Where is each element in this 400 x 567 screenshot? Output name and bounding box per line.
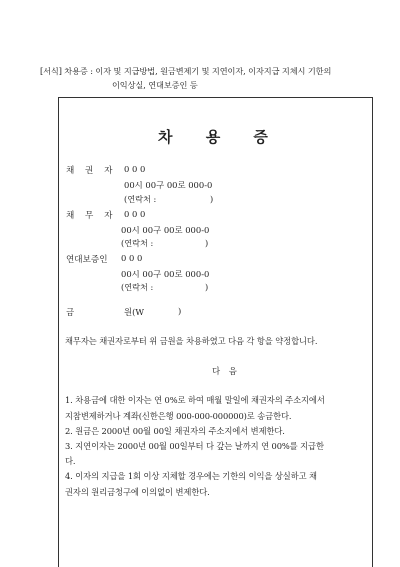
guarantor-address: 00시 00구 00로 000-0 bbox=[121, 269, 210, 279]
header-line-2: 이익상실, 연대보증인 등 bbox=[112, 80, 198, 90]
guarantor-contact-label: (연락처 : bbox=[121, 282, 154, 292]
creditor-name: 0 0 0 bbox=[124, 164, 146, 174]
guarantor-label: 연대보증인 bbox=[66, 255, 108, 265]
guarantor-name: 0 0 0 bbox=[121, 253, 143, 263]
clause-line: 2. 원금은 2000년 00월 00일 채권자의 주소지에서 변제한다. bbox=[65, 426, 285, 436]
clause-line: 1. 차용금에 대한 이자는 연 0%로 하여 매월 말일에 채권자의 주소지에서 bbox=[65, 395, 325, 405]
clause-line: 권자의 원리금청구에 이의없이 변제한다. bbox=[65, 487, 210, 497]
amount-text: 원(W bbox=[124, 307, 144, 317]
document-title: 차 용 증 bbox=[158, 128, 282, 146]
amount-close: ) bbox=[178, 306, 182, 316]
guarantor-contact-close: ) bbox=[205, 282, 209, 292]
clause-line: 지참변제하거나 계좌(신한은행 000-000-000000)로 송금한다. bbox=[65, 411, 292, 421]
next-heading: 다 음 bbox=[212, 366, 240, 376]
creditor-label: 채 권 자 bbox=[66, 166, 117, 176]
debtor-address: 00시 00구 00로 000-0 bbox=[121, 225, 210, 235]
debtor-label: 채 무 자 bbox=[66, 211, 117, 221]
creditor-address: 00시 00구 00로 000-0 bbox=[124, 180, 213, 190]
clause-line: 다. bbox=[65, 456, 76, 466]
clause-line: 3. 지연이자는 2000년 00월 00일부터 다 갚는 날까지 연 00%를 지급한 bbox=[65, 441, 324, 451]
clause-line: 4. 이자의 지급을 1회 이상 지체할 경우에는 기한의 이익을 상실하고 채 bbox=[65, 471, 317, 481]
header-line-1: [서식] 차용증 : 이자 및 지급방법, 원금변제기 및 지연이자, 이자지급 지체시 기한의 bbox=[40, 66, 332, 76]
agreement-statement: 채무자는 채권자로부터 위 금원을 차용하였고 다음 각 항을 약정합니다. bbox=[65, 336, 318, 346]
creditor-contact-label: (연락처 : bbox=[124, 194, 157, 204]
creditor-contact-close: ) bbox=[210, 194, 214, 204]
amount-label: 금 bbox=[66, 307, 75, 317]
debtor-contact-label: (연락처 : bbox=[121, 238, 154, 248]
debtor-name: 0 0 0 bbox=[124, 209, 146, 219]
debtor-contact-close: ) bbox=[205, 238, 209, 248]
